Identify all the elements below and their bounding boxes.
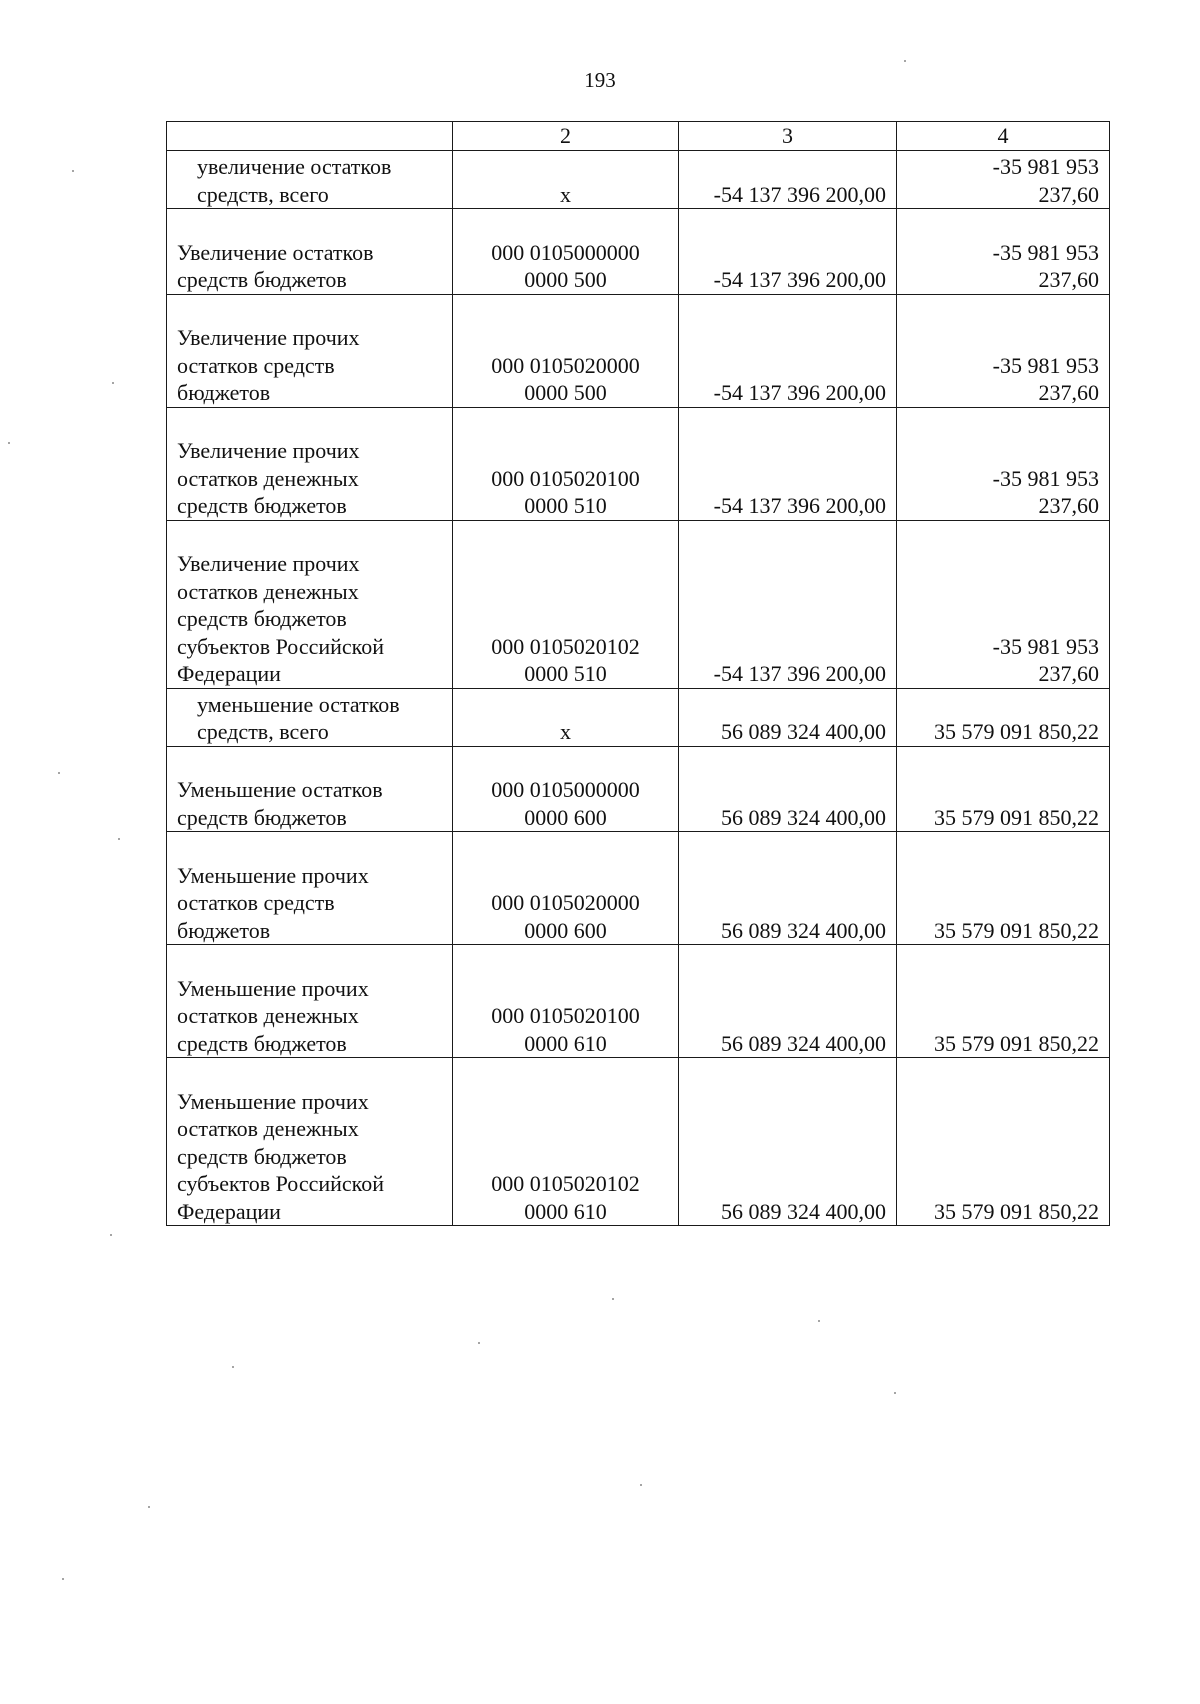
header-cell-3: 3 bbox=[679, 122, 897, 151]
row-col4-line: 237,60 bbox=[1038, 493, 1099, 518]
row-col3-value: 56 089 324 400,00 bbox=[721, 1198, 886, 1224]
row-name-line: Увеличение остатков bbox=[177, 239, 374, 265]
scan-speck bbox=[112, 382, 114, 384]
header-cell-1 bbox=[167, 122, 453, 151]
row-col4-line: 35 579 091 850,22 bbox=[934, 719, 1099, 744]
scan-speck bbox=[58, 772, 60, 774]
row-name-line: остатков средств bbox=[177, 352, 335, 378]
row-name-line: субъектов Российской bbox=[177, 1171, 385, 1196]
row-col4-line: 237,60 bbox=[1038, 380, 1099, 405]
row-name-line: Уменьшение прочих bbox=[177, 1088, 369, 1114]
row-name-line: остатков денежных bbox=[177, 1116, 359, 1141]
row-code-cell bbox=[453, 945, 679, 1058]
row-col3-value: -54 137 396 200,00 bbox=[713, 267, 886, 292]
row-code-line: х bbox=[560, 181, 571, 207]
row-code-line: 000 0105020100 bbox=[491, 1003, 640, 1028]
row-name-line: средств бюджетов bbox=[177, 1143, 347, 1169]
row-col4-line: 35 579 091 850,22 bbox=[934, 1198, 1099, 1224]
row-name-line: увеличение остатков bbox=[197, 154, 392, 179]
scan-speck bbox=[478, 1342, 480, 1344]
row-name-line: остатков денежных bbox=[177, 1003, 359, 1028]
table-header-row bbox=[167, 122, 1110, 151]
row-col4-line: -35 981 953 bbox=[992, 633, 1099, 659]
page-number: 193 bbox=[584, 68, 616, 92]
row-code-cell bbox=[453, 294, 679, 407]
row-col4-line: 237,60 bbox=[1038, 661, 1099, 686]
row-name-line: Увеличение прочих bbox=[177, 438, 360, 463]
row-name-cell bbox=[167, 832, 453, 945]
row-col3-cell bbox=[679, 746, 897, 832]
table-row bbox=[167, 151, 1110, 209]
row-col4-cell bbox=[897, 520, 1110, 688]
row-name-line: Уменьшение остатков bbox=[177, 777, 383, 802]
table-row bbox=[167, 746, 1110, 832]
row-col3-cell bbox=[679, 520, 897, 688]
row-name-line: остатков средств bbox=[177, 890, 335, 915]
row-name-line: Уменьшение прочих bbox=[177, 862, 369, 888]
header-cell-4: 4 bbox=[897, 122, 1110, 151]
row-col4-line: -35 981 953 bbox=[992, 352, 1099, 378]
row-name-line: Уменьшение прочих bbox=[177, 975, 369, 1001]
row-name-line: средств бюджетов bbox=[177, 804, 347, 830]
row-code-cell bbox=[453, 746, 679, 832]
row-col3-value: 56 089 324 400,00 bbox=[721, 917, 886, 943]
table-row bbox=[167, 520, 1110, 688]
row-col4-cell bbox=[897, 294, 1110, 407]
row-name-line: средств, всего bbox=[197, 181, 329, 207]
scan-speck bbox=[640, 1484, 642, 1486]
row-code-line: 000 0105020000 bbox=[491, 352, 640, 378]
scan-speck bbox=[62, 1578, 64, 1580]
scan-speck bbox=[110, 1234, 112, 1236]
scan-speck bbox=[818, 1320, 820, 1322]
table-row bbox=[167, 209, 1110, 295]
row-col3-value: 56 089 324 400,00 bbox=[721, 719, 886, 744]
row-col3-cell bbox=[679, 294, 897, 407]
row-col4-line: -35 981 953 bbox=[992, 465, 1099, 491]
row-code-line: х bbox=[560, 719, 571, 744]
row-col3-cell bbox=[679, 209, 897, 295]
row-name-cell bbox=[167, 1058, 453, 1226]
row-code-line: 0000 600 bbox=[524, 917, 607, 943]
row-col4-line: 35 579 091 850,22 bbox=[934, 804, 1099, 830]
table-row bbox=[167, 832, 1110, 945]
row-name-line: остатков денежных bbox=[177, 578, 359, 604]
row-col3-cell bbox=[679, 1058, 897, 1226]
row-name-cell bbox=[167, 151, 453, 209]
row-col3-value: -54 137 396 200,00 bbox=[713, 493, 886, 518]
row-col4-line: 237,60 bbox=[1038, 267, 1099, 292]
scan-speck bbox=[612, 1298, 614, 1300]
row-name-line: уменьшение остатков bbox=[197, 691, 400, 717]
row-col3-value: -54 137 396 200,00 bbox=[713, 661, 886, 686]
scan-speck bbox=[72, 170, 74, 172]
scan-speck bbox=[118, 838, 120, 840]
row-col3-cell bbox=[679, 945, 897, 1058]
row-code-cell bbox=[453, 520, 679, 688]
row-col3-cell bbox=[679, 688, 897, 746]
row-name-line: остатков денежных bbox=[177, 465, 359, 491]
row-code-cell bbox=[453, 1058, 679, 1226]
row-col4-cell bbox=[897, 746, 1110, 832]
row-code-line: 000 0105000000 bbox=[491, 239, 640, 265]
row-col4-line: 35 579 091 850,22 bbox=[934, 917, 1099, 943]
row-name-line: Увеличение прочих bbox=[177, 325, 360, 350]
table-row bbox=[167, 1058, 1110, 1226]
row-col4-cell bbox=[897, 945, 1110, 1058]
row-name-line: средств бюджетов bbox=[177, 606, 347, 631]
row-name-line: бюджетов bbox=[177, 917, 271, 943]
row-name-line: Увеличение прочих bbox=[177, 551, 360, 576]
table-row bbox=[167, 945, 1110, 1058]
row-code-line: 000 0105020102 bbox=[491, 633, 640, 659]
row-code-line: 0000 610 bbox=[524, 1030, 607, 1056]
row-name-line: Федерации bbox=[177, 661, 281, 686]
row-col4-cell bbox=[897, 151, 1110, 209]
scan-speck bbox=[904, 60, 906, 62]
row-col4-line: -35 981 953 bbox=[992, 239, 1099, 265]
scan-speck bbox=[232, 1366, 234, 1368]
row-col4-line: -35 981 953 bbox=[992, 154, 1099, 179]
row-code-line: 0000 500 bbox=[524, 267, 607, 292]
row-name-cell bbox=[167, 746, 453, 832]
row-name-line: субъектов Российской bbox=[177, 633, 385, 659]
row-code-line: 000 0105000000 bbox=[491, 777, 640, 802]
row-name-cell bbox=[167, 945, 453, 1058]
row-code-line: 0000 510 bbox=[524, 661, 607, 686]
scan-speck bbox=[8, 442, 10, 444]
table-row bbox=[167, 294, 1110, 407]
row-code-line: 000 0105020000 bbox=[491, 890, 640, 915]
row-name-line: средств бюджетов bbox=[177, 1030, 347, 1056]
row-name-line: средств бюджетов bbox=[177, 493, 347, 518]
table-row bbox=[167, 688, 1110, 746]
table-row bbox=[167, 407, 1110, 520]
scan-speck bbox=[894, 1392, 896, 1394]
row-code-line: 0000 610 bbox=[524, 1198, 607, 1224]
row-col3-value: 56 089 324 400,00 bbox=[721, 804, 886, 830]
row-code-cell bbox=[453, 832, 679, 945]
row-name-cell bbox=[167, 407, 453, 520]
row-code-line: 0000 600 bbox=[524, 804, 607, 830]
row-col4-cell bbox=[897, 209, 1110, 295]
row-code-cell bbox=[453, 407, 679, 520]
row-col3-value: -54 137 396 200,00 bbox=[713, 380, 886, 405]
row-col4-line: 35 579 091 850,22 bbox=[934, 1030, 1099, 1056]
row-name-cell bbox=[167, 294, 453, 407]
row-name-cell bbox=[167, 520, 453, 688]
row-code-line: 000 0105020100 bbox=[491, 465, 640, 491]
row-name-line: бюджетов bbox=[177, 380, 271, 405]
row-col3-value: 56 089 324 400,00 bbox=[721, 1030, 886, 1056]
row-name-line: средств, всего bbox=[197, 719, 329, 744]
row-col3-cell bbox=[679, 832, 897, 945]
row-col3-value: -54 137 396 200,00 bbox=[713, 181, 886, 207]
row-code-line: 0000 510 bbox=[524, 493, 607, 518]
row-name-cell bbox=[167, 688, 453, 746]
budget-table bbox=[166, 121, 1110, 1226]
row-code-cell bbox=[453, 688, 679, 746]
row-col4-line: 237,60 bbox=[1038, 181, 1099, 207]
row-name-line: Федерации bbox=[177, 1198, 281, 1224]
row-name-line: средств бюджетов bbox=[177, 267, 347, 292]
scan-speck bbox=[148, 1506, 150, 1508]
row-col3-cell bbox=[679, 407, 897, 520]
row-col4-cell bbox=[897, 688, 1110, 746]
row-code-line: 0000 500 bbox=[524, 380, 607, 405]
row-col4-cell bbox=[897, 1058, 1110, 1226]
row-col3-cell bbox=[679, 151, 897, 209]
row-name-cell bbox=[167, 209, 453, 295]
row-col4-cell bbox=[897, 832, 1110, 945]
row-code-cell bbox=[453, 151, 679, 209]
row-code-line: 000 0105020102 bbox=[491, 1171, 640, 1196]
row-code-cell bbox=[453, 209, 679, 295]
header-cell-2: 2 bbox=[453, 122, 679, 151]
row-col4-cell bbox=[897, 407, 1110, 520]
